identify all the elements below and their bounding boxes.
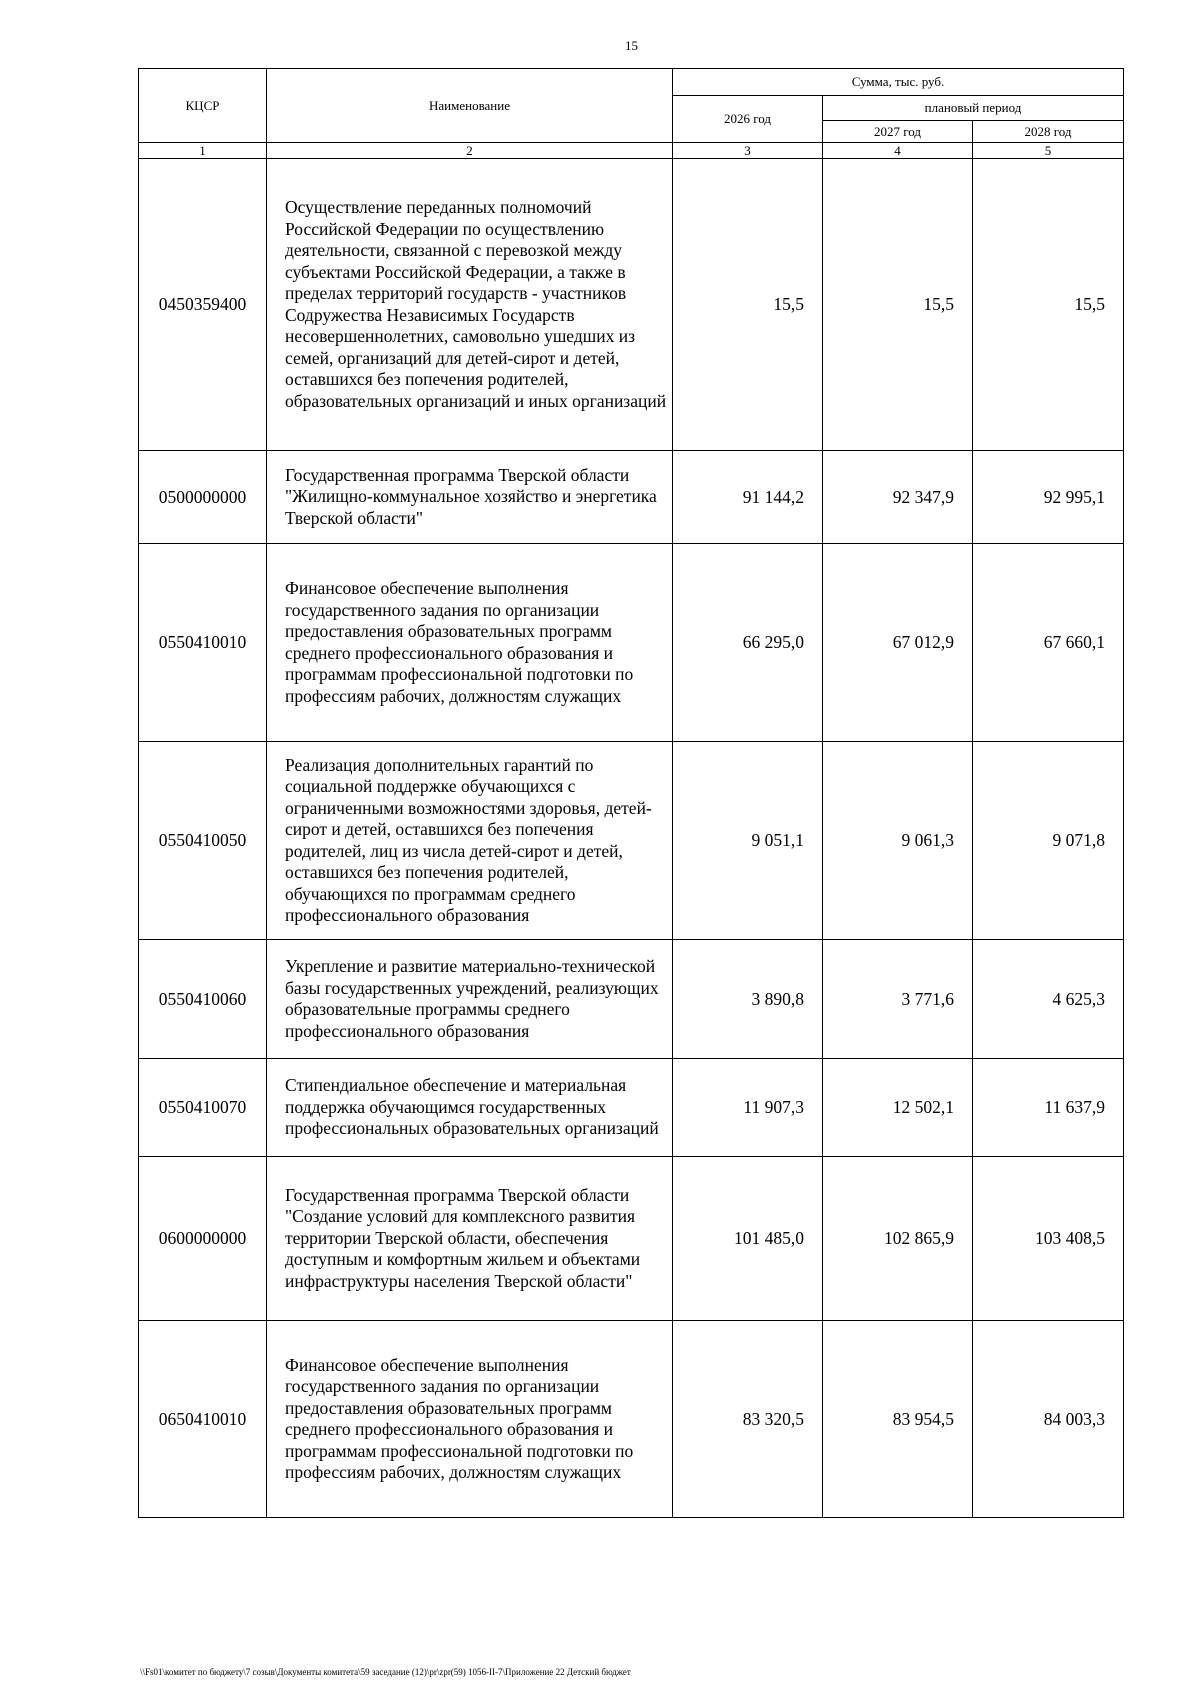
table-row [139, 742, 1124, 940]
budget-table [138, 68, 1124, 1518]
table-row [139, 1059, 1124, 1157]
table-row [139, 159, 1124, 451]
page-number: 15 [625, 38, 638, 53]
column-number: 4 [823, 143, 973, 159]
row-name: Стипендиальное обеспечение и материальная поддержка обучающимся государственных профессиональных образовательных организаций [267, 1059, 673, 1157]
row-value-2028: 4 625,3 [973, 940, 1124, 1059]
row-value-2026: 11 907,3 [673, 1059, 823, 1157]
row-name: Финансовое обеспечение выполнения государственного задания по организации предоставления образовательных программ среднего профессионального образования и программам профессиональной подготовки по профессиям рабочих, должностям служащих [267, 544, 673, 742]
column-number: 5 [973, 143, 1124, 159]
row-value-2027: 9 061,3 [823, 742, 973, 940]
row-value-2027: 67 012,9 [823, 544, 973, 742]
row-value-2026: 66 295,0 [673, 544, 823, 742]
row-code: 0550410070 [139, 1059, 267, 1157]
row-code: 0650410010 [139, 1321, 267, 1518]
column-number: 3 [673, 143, 823, 159]
row-name: Реализация дополнительных гарантий по социальной поддержке обучающихся с ограниченными возможностями здоровья, детей-сирот и детей, оставшихся без попечения родителей, лиц из числа детей-сирот и детей, оставшихся без попечения родителей, обучающихся по программам среднего профессионального образования [267, 742, 673, 940]
row-name: Финансовое обеспечение выполнения государственного задания по организации предоставления образовательных программ среднего профессионального образования и программам профессиональной подготовки по профессиям рабочих, должностям служащих [267, 1321, 673, 1518]
table-row [139, 544, 1124, 742]
row-value-2028: 11 637,9 [973, 1059, 1124, 1157]
column-number: 1 [139, 143, 267, 159]
row-name: Укрепление и развитие материально-технической базы государственных учреждений, реализующих образовательные программы среднего профессионального образования [267, 940, 673, 1059]
row-value-2026: 91 144,2 [673, 451, 823, 544]
header-name: Наименование [267, 69, 673, 143]
header-kcsr: КЦСР [139, 69, 267, 143]
header-planning-period: плановый период [823, 96, 1124, 121]
row-value-2026: 3 890,8 [673, 940, 823, 1059]
row-value-2028: 9 071,8 [973, 742, 1124, 940]
header-2027: 2027 год [823, 121, 973, 143]
row-name: Осуществление переданных полномочий Российской Федерации по осуществлению деятельности, связанной с перевозкой между субъектами Российской Федерации, а также в пределах территорий государств - участников Содружества Независимых Государств несовершеннолетних, самовольно ушедших из семей, организаций для детей-сирот и детей, оставшихся без попечения родителей, образовательных организаций и иных организаций [267, 159, 673, 451]
row-value-2026: 101 485,0 [673, 1157, 823, 1321]
row-value-2027: 92 347,9 [823, 451, 973, 544]
row-code: 0600000000 [139, 1157, 267, 1321]
footer-file-path: \\Fs01\комитет по бюджету\7 созыв\Документы комитета\59 заседание (12)\pr\zpr(59) 1056-II-7\Приложение 22 Детский бюджет [140, 1667, 631, 1677]
row-value-2026: 83 320,5 [673, 1321, 823, 1518]
header-2026: 2026 год [673, 96, 823, 143]
row-code: 0500000000 [139, 451, 267, 544]
row-name: Государственная программа Тверской области "Жилищно-коммунальное хозяйство и энергетика Тверской области" [267, 451, 673, 544]
row-value-2027: 3 771,6 [823, 940, 973, 1059]
row-code: 0550410050 [139, 742, 267, 940]
row-code: 0450359400 [139, 159, 267, 451]
table-row [139, 1157, 1124, 1321]
row-value-2028: 84 003,3 [973, 1321, 1124, 1518]
row-code: 0550410060 [139, 940, 267, 1059]
row-code: 0550410010 [139, 544, 267, 742]
header-sum: Сумма, тыс. руб. [673, 69, 1124, 96]
row-value-2028: 92 995,1 [973, 451, 1124, 544]
row-name: Государственная программа Тверской области "Создание условий для комплексного развития территории Тверской области, обеспечения доступным и комфортным жильем и объектами инфраструктуры населения Тверской области" [267, 1157, 673, 1321]
header-2028: 2028 год [973, 121, 1124, 143]
row-value-2027: 102 865,9 [823, 1157, 973, 1321]
column-number: 2 [267, 143, 673, 159]
row-value-2027: 12 502,1 [823, 1059, 973, 1157]
row-value-2028: 15,5 [973, 159, 1124, 451]
row-value-2027: 15,5 [823, 159, 973, 451]
table-row [139, 1321, 1124, 1518]
row-value-2026: 9 051,1 [673, 742, 823, 940]
table-row [139, 940, 1124, 1059]
row-value-2026: 15,5 [673, 159, 823, 451]
row-value-2028: 67 660,1 [973, 544, 1124, 742]
table-row [139, 451, 1124, 544]
row-value-2028: 103 408,5 [973, 1157, 1124, 1321]
row-value-2027: 83 954,5 [823, 1321, 973, 1518]
